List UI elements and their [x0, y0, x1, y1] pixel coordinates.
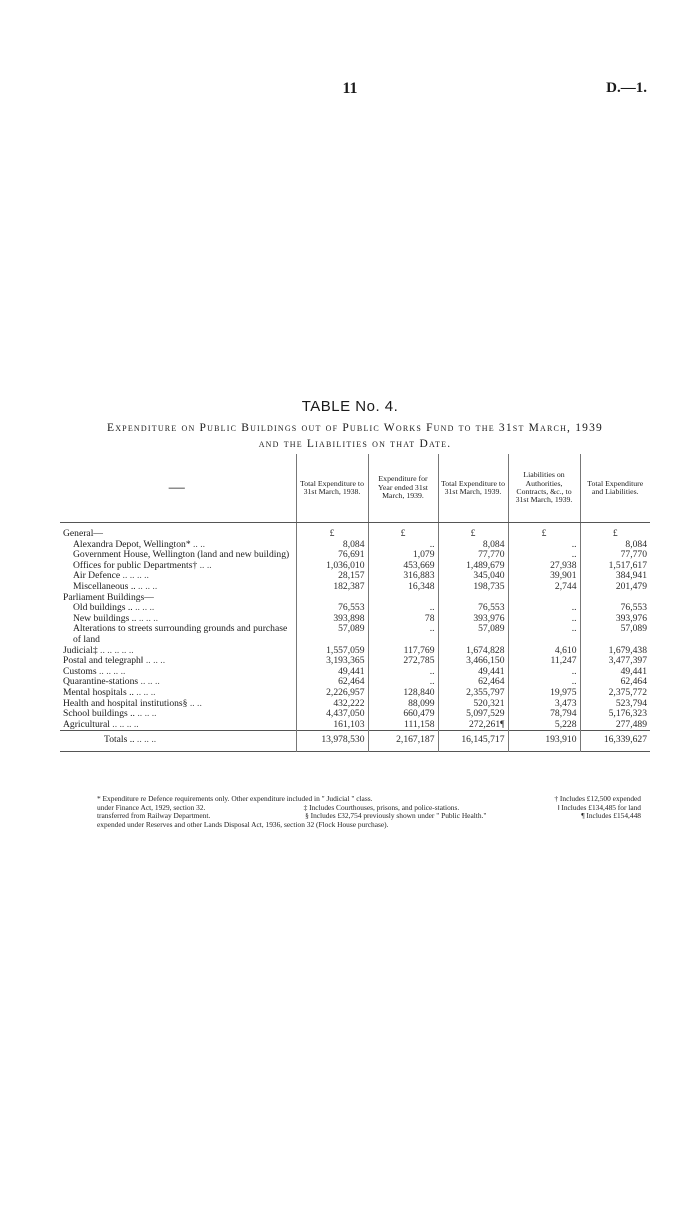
- row-label: Mental hospitals ..: [63, 687, 134, 698]
- value-cell: ..: [368, 603, 438, 614]
- leader-dots: .. ..: [193, 539, 206, 550]
- value-cell: 28,157: [296, 571, 368, 582]
- value-cell: 393,976: [438, 614, 508, 625]
- value-cell: ..: [508, 677, 580, 688]
- value-cell: 523,794: [580, 699, 650, 710]
- column-header-total-1939: Total Expenditure to 31st March, 1939.: [438, 454, 508, 523]
- currency-symbol: £: [296, 529, 368, 540]
- value-cell: 5,097,529: [438, 709, 508, 720]
- value-cell: ..: [368, 677, 438, 688]
- footnote-text: § Includes £32,754 previously shown under " Public Health.": [305, 811, 487, 821]
- value-cell: 76,553: [580, 603, 650, 614]
- value-cell: 393,976: [580, 614, 650, 625]
- value-cell: ..: [508, 603, 580, 614]
- footnote-text: ¶ Includes £154,448: [581, 811, 641, 821]
- value-cell: 316,883: [368, 571, 438, 582]
- currency-symbol: £: [368, 529, 438, 540]
- table-end-rule: [60, 751, 650, 754]
- value-cell: 76,553: [438, 603, 508, 614]
- section-label: Parliament Buildings—: [63, 592, 154, 603]
- leader-dots: .. .. .. ..: [122, 571, 149, 582]
- total-value-cell: 16,145,717: [438, 731, 508, 752]
- value-cell: 3,473: [508, 699, 580, 710]
- row-label: Offices for public Departments†: [73, 560, 198, 571]
- leader-dots: .. .. ..: [138, 581, 158, 592]
- total-value-cell: 13,978,530: [296, 731, 368, 752]
- value-cell: 4,437,050: [296, 709, 368, 720]
- value-cell: 2,744: [508, 582, 580, 593]
- value-cell: 3,193,365: [296, 656, 368, 667]
- value-cell: 88,099: [368, 699, 438, 710]
- value-cell: 272,261¶: [438, 720, 508, 731]
- label-column-header: —: [60, 454, 296, 523]
- leader-dots: .. .. .. ..: [99, 666, 126, 677]
- leader-dots: .. ..: [189, 698, 202, 709]
- footnote-text: * Expenditure re Defence requirements only. Other expenditure included in " Judicial " class.: [97, 794, 373, 803]
- footnotes: [97, 795, 641, 829]
- row-label: Air Defence: [73, 571, 121, 582]
- row-label: Government House, Wellington (land and new building): [73, 550, 290, 561]
- currency-symbol: £: [438, 529, 508, 540]
- value-cell: 1,517,617: [580, 561, 650, 572]
- leader-dots: .. .. ..: [145, 656, 166, 667]
- value-cell: 111,158: [368, 720, 438, 731]
- leader-dots: .. .. ..: [138, 613, 159, 624]
- value-cell: 3,466,150: [438, 656, 508, 667]
- value-cell: 117,769: [368, 646, 438, 657]
- table-header-row: [60, 454, 650, 523]
- footnote-text: expended under Reserves and other Lands Disposal Act, 1936, section 32 (Flock House purchase).: [97, 819, 389, 829]
- value-cell: 432,222: [296, 699, 368, 710]
- value-cell: 393,898: [296, 614, 368, 625]
- value-cell: 1,674,828: [438, 646, 508, 657]
- footnote-text: ‖ Includes £134,485 for land: [557, 802, 641, 812]
- leader-dots: .. .. ..: [140, 677, 160, 688]
- value-cell: 57,089: [296, 624, 368, 645]
- value-cell: 1,489,679: [438, 561, 508, 572]
- leader-dots: .. .. ..: [137, 709, 157, 720]
- value-cell: 182,387: [296, 582, 368, 593]
- leader-dots: .. .. .. .. ..: [100, 645, 134, 656]
- total-value-cell: 16,339,627: [580, 731, 650, 752]
- leader-dots: .. .. ..: [136, 687, 156, 698]
- row-label: School buildings ..: [63, 709, 135, 720]
- currency-symbol: £: [580, 529, 650, 540]
- table-subtitle-line2: and the Liabilities on that Date.: [258, 438, 452, 450]
- value-cell: 78: [368, 614, 438, 625]
- footnote-text: under Finance Act, 1929, section 32.: [97, 802, 206, 812]
- value-cell: 5,176,323: [580, 709, 650, 720]
- value-cell: ..: [508, 550, 580, 561]
- row-label: Alexandra Depot, Wellington*: [73, 539, 191, 550]
- value-cell: 11,247: [508, 656, 580, 667]
- total-value-cell: 2,167,187: [368, 731, 438, 752]
- value-cell: 57,089: [580, 624, 650, 645]
- totals-label: Totals ..: [104, 734, 135, 746]
- value-cell: 8,084: [438, 540, 508, 551]
- value-cell: 16,348: [368, 582, 438, 593]
- value-cell: ..: [368, 624, 438, 645]
- column-header-total-1938: Total Expenditure to 31st March, 1938.: [296, 454, 368, 523]
- value-cell: ..: [508, 540, 580, 551]
- value-cell: 5,228: [508, 720, 580, 731]
- section-row-general: [60, 529, 650, 540]
- table-row: [60, 688, 650, 699]
- table-subtitle: [60, 420, 650, 452]
- row-label: Health and hospital institutions§: [63, 698, 188, 709]
- value-cell: 76,553: [296, 603, 368, 614]
- table-row: [60, 582, 650, 593]
- value-cell: 62,464: [438, 677, 508, 688]
- value-cell: 272,785: [368, 656, 438, 667]
- totals-row: [60, 731, 650, 752]
- value-cell: ..: [508, 667, 580, 678]
- table-row: [60, 720, 650, 731]
- value-cell: 520,321: [438, 699, 508, 710]
- value-cell: 128,840: [368, 688, 438, 699]
- table-row: [60, 624, 650, 645]
- value-cell: 384,941: [580, 571, 650, 582]
- footnote-text: † Includes £12,500 expended: [554, 794, 641, 803]
- value-cell: 62,464: [296, 677, 368, 688]
- row-label: Alterations to streets surrounding grounds and purchase of land: [73, 624, 288, 645]
- column-header-year-1939: Expenditure for Year ended 31st March, 1939.: [368, 454, 438, 523]
- total-value-cell: 193,910: [508, 731, 580, 752]
- value-cell: 2,355,797: [438, 688, 508, 699]
- currency-symbol: £: [508, 529, 580, 540]
- table-subtitle-line1: Expenditure on Public Buildings out of Public Works Fund to the 31st March, 1939: [106, 422, 604, 434]
- column-header-total-liabilities: Total Expenditure and Liabilities.: [580, 454, 650, 523]
- value-cell: ..: [508, 614, 580, 625]
- value-cell: 1,679,438: [580, 646, 650, 657]
- footnote-text: transferred from Railway Department.: [97, 811, 211, 821]
- row-label: Judicial‡: [63, 645, 98, 656]
- value-cell: ..: [368, 540, 438, 551]
- value-cell: 39,901: [508, 571, 580, 582]
- value-cell: 77,770: [438, 550, 508, 561]
- value-cell: 4,610: [508, 646, 580, 657]
- leader-dots: .. .. .. ..: [112, 719, 139, 730]
- value-cell: 8,084: [580, 540, 650, 551]
- value-cell: ..: [368, 667, 438, 678]
- leader-dots: .. .. ..: [135, 603, 155, 614]
- footnote-text: ‡ Includes Courthouses, prisons, and police-stations.: [303, 802, 460, 812]
- value-cell: 201,479: [580, 582, 650, 593]
- expenditure-table: [60, 454, 650, 754]
- value-cell: 1,557,059: [296, 646, 368, 657]
- value-cell: 19,975: [508, 688, 580, 699]
- value-cell: 2,375,772: [580, 688, 650, 699]
- row-label: Agricultural: [63, 719, 110, 730]
- value-cell: 49,441: [580, 667, 650, 678]
- value-cell: 3,477,397: [580, 656, 650, 667]
- value-cell: 77,770: [580, 550, 650, 561]
- value-cell: 1,036,010: [296, 561, 368, 572]
- table-title: TABLE No. 4.: [301, 398, 399, 415]
- row-label: Quarantine-stations: [63, 677, 139, 688]
- value-cell: 277,489: [580, 720, 650, 731]
- leader-dots: .. ..: [199, 560, 212, 571]
- value-cell: 660,479: [368, 709, 438, 720]
- page-reference: D.—1.: [606, 80, 647, 96]
- value-cell: 8,084: [296, 540, 368, 551]
- value-cell: 2,226,957: [296, 688, 368, 699]
- value-cell: 161,103: [296, 720, 368, 731]
- section-label: General—: [63, 529, 103, 539]
- value-cell: 198,735: [438, 582, 508, 593]
- value-cell: 57,089: [438, 624, 508, 645]
- row-label: Customs: [63, 666, 97, 677]
- row-label: Postal and telegraph‖: [63, 656, 144, 667]
- value-cell: 62,464: [580, 677, 650, 688]
- value-cell: ..: [508, 624, 580, 645]
- row-label: New buildings ..: [73, 613, 137, 624]
- value-cell: 49,441: [438, 667, 508, 678]
- leader-dots: .. .. ..: [136, 734, 157, 746]
- value-cell: 49,441: [296, 667, 368, 678]
- column-header-liabilities: Liabilities on Authorities, Contracts, &c., to 31st March, 1939.: [508, 454, 580, 523]
- value-cell: 1,079: [368, 550, 438, 561]
- value-cell: 76,691: [296, 550, 368, 561]
- value-cell: 78,794: [508, 709, 580, 720]
- value-cell: 27,938: [508, 561, 580, 572]
- row-label: Old buildings ..: [73, 603, 133, 614]
- row-label: Miscellaneous ..: [73, 581, 136, 592]
- page-number: 11: [342, 80, 358, 97]
- value-cell: 453,669: [368, 561, 438, 572]
- value-cell: 345,040: [438, 571, 508, 582]
